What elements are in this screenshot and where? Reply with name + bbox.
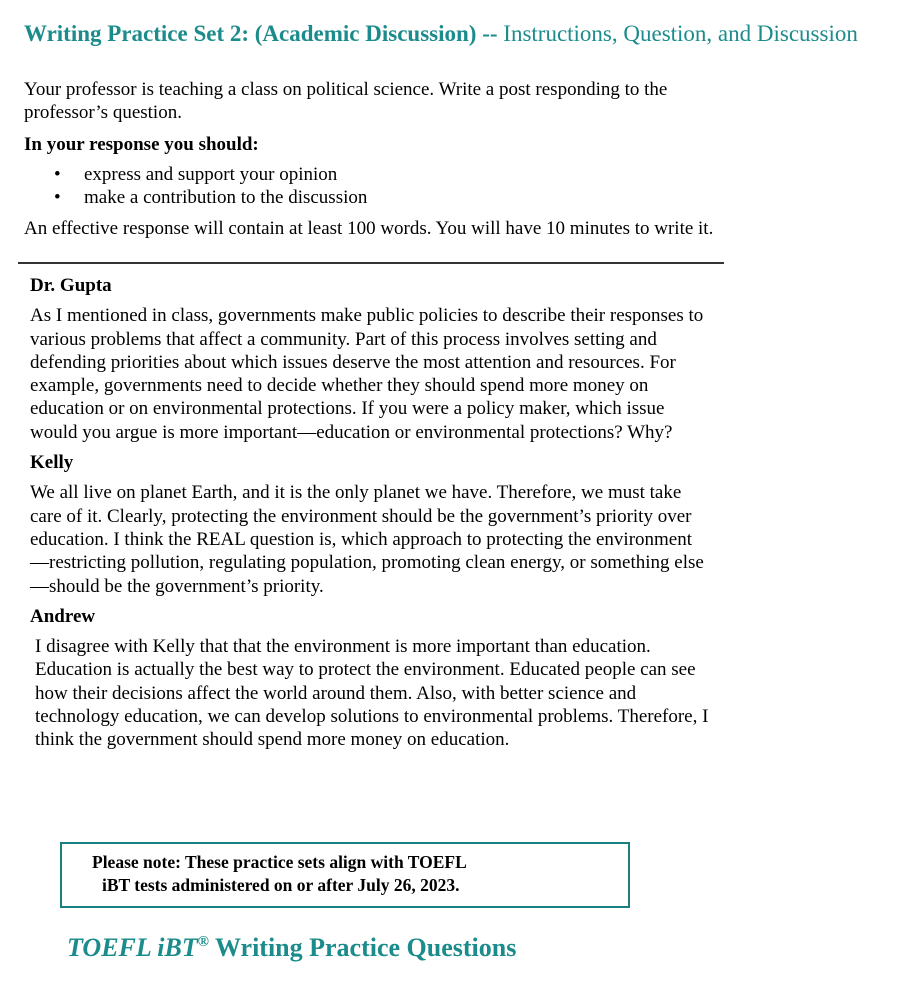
word-count-instructions: An effective response will contain at least 100 words. You will have 10 minutes to write it. xyxy=(24,218,714,239)
instructions-section xyxy=(24,78,784,240)
note-line-2: iBT tests administered on or after July 26, 2023. xyxy=(102,875,460,895)
list-item xyxy=(24,186,784,209)
post-text-professor: As I mentioned in class, governments make public policies to describe their responses to various problems that affect a community. Part of this process involves setting and defending priorities about which issues deserve the most attention and resources. For example, governments need to decide whether they should spend more money on education or on environmental protections. If you were a policy maker, which issue would you argue is more important—education or environmental protections? Why? xyxy=(30,305,704,443)
instructions-bullet-list xyxy=(24,163,784,209)
post-author-kelly: Kelly xyxy=(30,452,74,474)
bullet-text: express and support your opinion xyxy=(84,164,338,185)
page-title xyxy=(24,20,858,48)
instructions-paragraph: Your professor is teaching a class on political science. Write a post responding to the professor’s question. xyxy=(24,79,668,123)
registered-mark: ® xyxy=(197,934,209,950)
instructions-lead: In your response you should: xyxy=(24,134,259,155)
section-divider xyxy=(18,262,724,264)
title-subtitle: Instructions, Question, and Discussion xyxy=(497,21,858,46)
title-set-label: Writing Practice Set 2: (Academic Discussion) -- xyxy=(24,21,498,46)
bullet-icon: • xyxy=(54,164,61,185)
post-author-professor: Dr. Gupta xyxy=(30,275,112,296)
footer-brand: TOEFL iBT xyxy=(67,933,198,962)
bullet-text: make a contribution to the discussion xyxy=(84,187,368,208)
post-author-andrew: Andrew xyxy=(30,605,96,627)
bullet-icon: • xyxy=(54,187,61,208)
practice-note-box xyxy=(60,842,630,908)
list-item xyxy=(24,163,784,186)
note-line-1: Please note: These practice sets align with TOEFL xyxy=(92,852,467,872)
discussion-thread xyxy=(30,274,710,752)
footer-rest: Writing Practice Questions xyxy=(208,933,517,962)
post-text-kelly: We all live on planet Earth, and it is the only planet we have. Therefore, we must take care of it. Clearly, protecting the environment should be the government’s priority over education. I think the REAL question is, which approach to protecting the environment—restricting pollution, regulating population, promoting clean energy, or something else—should be the government’s priority. xyxy=(30,482,704,597)
post-text-andrew: I disagree with Kelly that that the environment is more important than education. Education is actually the best way to protect the environment. Educated people can see how their decisions affect the world around them. Also, with better science and technology education, we can develop solutions to environmental problems. Therefore, I think the government should spend more money on education. xyxy=(35,636,709,751)
footer-title xyxy=(67,926,516,964)
